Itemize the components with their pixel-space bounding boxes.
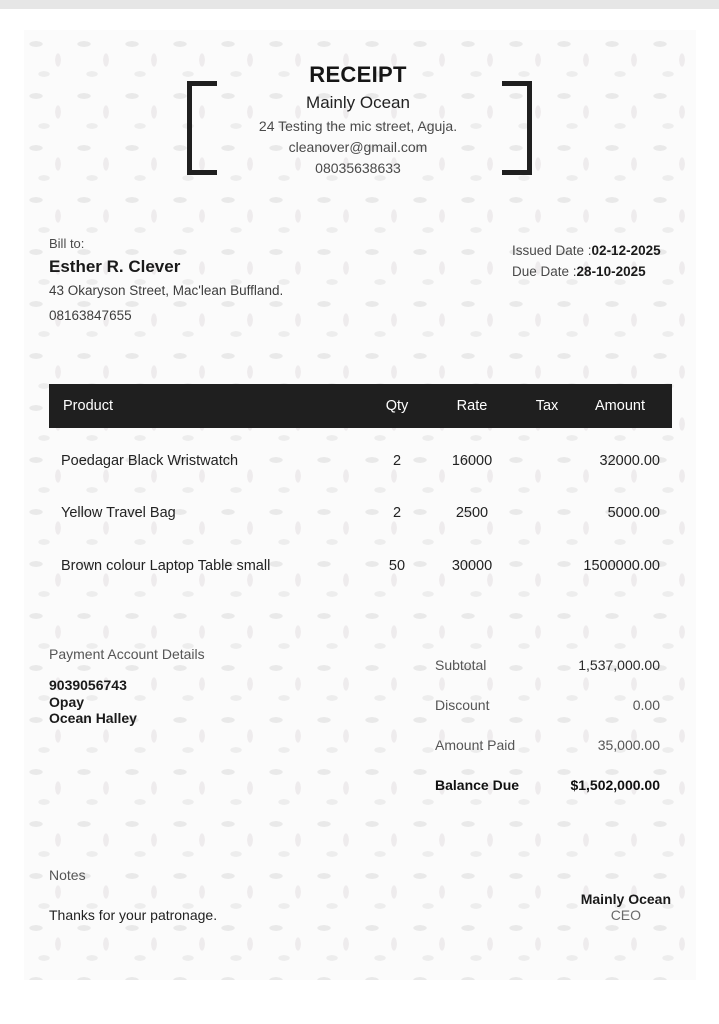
company-name: Mainly Ocean	[306, 93, 410, 112]
due-date-value: 28-10-2025	[576, 264, 646, 279]
discount-value: 0.00	[632, 697, 660, 713]
bill-to-label: Bill to:	[49, 236, 85, 251]
discount-label: Discount	[435, 697, 490, 713]
balance-due-row	[435, 775, 660, 815]
row-product: Yellow Travel Bag	[61, 505, 176, 521]
row-qty: 50	[388, 558, 406, 574]
row-rate: 30000	[451, 558, 493, 574]
issued-date-label: Issued Date :	[512, 243, 592, 258]
amount-paid-label: Amount Paid	[435, 737, 516, 753]
notes-section	[49, 866, 217, 924]
discount-row	[435, 695, 660, 735]
row-product: Brown colour Laptop Table small	[61, 558, 271, 574]
header-tax: Tax	[535, 398, 559, 414]
left-bracket-decoration	[187, 81, 217, 175]
header-rate: Rate	[456, 398, 488, 414]
subtotal-label: Subtotal	[435, 657, 487, 673]
notes-label: Notes	[49, 867, 86, 883]
payment-details-label: Payment Account Details	[49, 646, 205, 662]
table-row	[49, 551, 672, 581]
signature-block	[581, 891, 671, 923]
dates-section	[512, 240, 661, 282]
issued-date-value: 02-12-2025	[591, 243, 661, 258]
row-amount: 1500000.00	[583, 558, 660, 574]
account-name: Ocean Halley	[49, 710, 137, 726]
notes-text: Thanks for your patronage.	[49, 907, 218, 923]
totals-section	[435, 655, 660, 815]
row-rate: 2500	[455, 505, 489, 521]
items-table-header	[49, 384, 672, 428]
top-bar	[0, 0, 719, 9]
amount-paid-row	[435, 735, 660, 775]
due-date	[512, 261, 661, 282]
receipt-title: RECEIPT	[309, 62, 407, 87]
company-phone: 08035638633	[315, 160, 401, 176]
right-bracket-decoration	[502, 81, 532, 175]
company-address: 24 Testing the mic street, Aguja.	[258, 118, 458, 134]
bank-name: Opay	[49, 693, 85, 710]
subtotal-row	[435, 655, 660, 695]
customer-name: Esther R. Clever	[49, 257, 181, 276]
header-amount: Amount	[595, 398, 645, 414]
amount-paid-value: 35,000.00	[597, 737, 660, 753]
customer-address: 43 Okaryson Street, Mac'lean Buffland.	[49, 283, 284, 298]
bill-to-section	[49, 236, 283, 325]
payment-details-section	[49, 645, 205, 727]
signatory-name: Mainly Ocean	[580, 891, 671, 907]
row-product: Poedagar Black Wristwatch	[61, 453, 239, 469]
account-number: 9039056743	[49, 677, 127, 693]
row-amount: 5000.00	[607, 505, 660, 521]
customer-phone: 08163847655	[49, 308, 132, 323]
table-row	[49, 446, 672, 476]
row-amount: 32000.00	[599, 453, 660, 469]
due-date-label: Due Date :	[512, 264, 577, 279]
balance-due-value: $1,502,000.00	[570, 777, 660, 793]
header-product: Product	[63, 398, 113, 414]
subtotal-value: 1,537,000.00	[578, 657, 660, 673]
header-qty: Qty	[385, 398, 409, 414]
payment-details-lines	[49, 677, 205, 727]
row-rate: 16000	[451, 453, 493, 469]
balance-due-label: Balance Due	[435, 777, 520, 793]
receipt-header	[220, 60, 496, 179]
issued-date	[512, 240, 661, 261]
company-email: cleanover@gmail.com	[288, 139, 428, 155]
table-row	[49, 498, 672, 528]
row-qty: 2	[392, 505, 402, 521]
row-qty: 2	[392, 453, 402, 469]
signatory-role: CEO	[610, 907, 642, 923]
